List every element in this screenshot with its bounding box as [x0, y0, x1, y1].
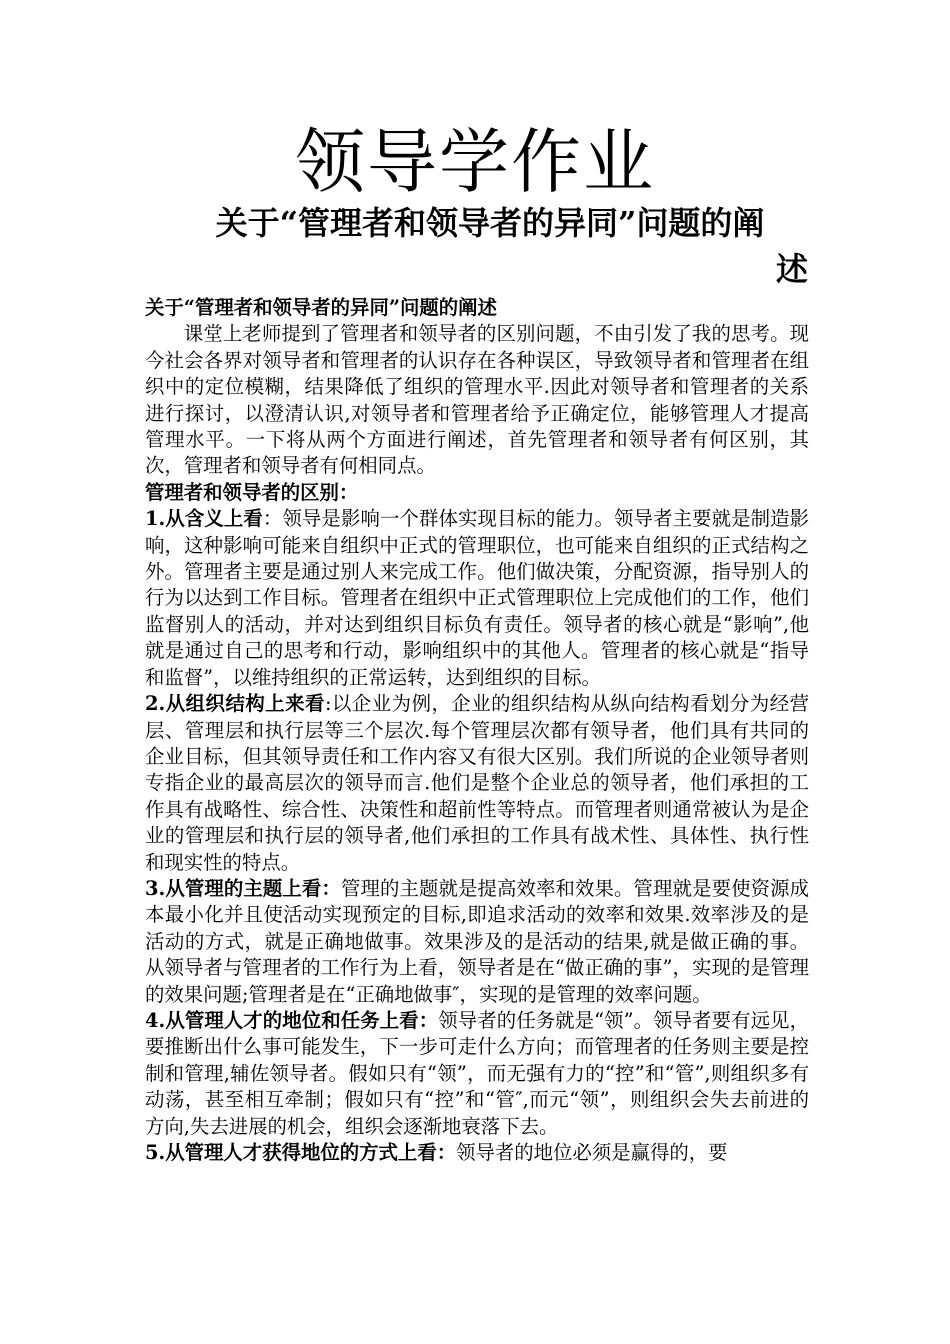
- subtitle-line-1: 关于“管理者和领导者的异同”问题的阐: [215, 204, 765, 242]
- point-separator: ：: [321, 876, 341, 900]
- point-paragraph: [145, 1140, 809, 1166]
- point-label: 3.从管理的主题上看: [145, 876, 322, 900]
- point-separator: :: [324, 692, 332, 716]
- point-label: 1.从含义上看: [145, 507, 263, 531]
- point-text: 领导者的任务就是“领”。领导者要有远见，要推断出什么事可能发生，下一步可走什么方向；而管理者的任务则主要是控制和管理,辅佐领导者。假如只有“领”，而无强有力的“控”和“管”,则组织多有动荡，甚至相互牵制；假如只有“控”和“管″,而元“领”，则组织会失去前进的方向,失去进展的机会，组织会逐渐地衰落下去。: [145, 1008, 810, 1138]
- point-paragraph: [145, 1008, 809, 1140]
- point-label: 2.从组织结构上来看: [145, 692, 325, 716]
- subtitle-line-2: 述: [775, 250, 808, 288]
- intro-paragraph: 课堂上老师提到了管理者和领导者的区别问题，不由引发了我的思考。现今社会各界对领导者和管理者的认识存在各种误区，导致领导者和管理者在组织中的定位模糊，结果降低了组织的管理水平.因此对领导者和管理者的关系进行探讨，以澄清认识,对领导者和管理者给予正确定位，能够管理人才提高管理水平。一下将从两个方面进行阐述，首先管理者和领导者有何区别，其次，管理者和领导者有何相同点。: [145, 322, 809, 478]
- document-title: 领导学作业: [295, 121, 655, 203]
- document-subtitle: [172, 200, 808, 292]
- point-separator: ：: [262, 507, 283, 531]
- point-separator: ：: [418, 1008, 439, 1032]
- document-body: [145, 295, 809, 1166]
- point-paragraph: [145, 876, 809, 1008]
- body-heading: 关于“管理者和领导者的异同”问题的阐述: [145, 296, 497, 319]
- point-label: 5.从管理人才获得地位的方式上看: [145, 1141, 437, 1164]
- point-text: 领导是影响一个群体实现目标的能力。领导者主要就是制造影响，这种影响可能来自组织中正式的管理职位，也可能来自组织的正式结构之外。管理者主要是通过别人来完成工作。他们做决策，分配资源，指导别人的行为以达到工作目标。管理者在组织中正式管理职位上完成他们的工作，他们监督别人的活动，并对达到组织目标负有责任。领导者的核心就是“影响”,他就是通过自己的思考和行动，影响组织中的其他人。管理者的核心就是“指导和监督”，以维持组织的正常运转，达到组织的目标。: [145, 507, 810, 689]
- point-label: 4.从管理人才的地位和任务上看: [145, 1008, 419, 1032]
- point-text: 领导者的地位必须是赢得的，要: [456, 1141, 728, 1164]
- point-paragraph: [145, 506, 809, 691]
- point-text: 以企业为例，企业的组织结构从纵向结构看划分为经营层、管理层和执行层等三个层次.每个管理层次都有领导者，他们具有共同的企业目标，但其领导责任和工作内容又有很大区别。我们所说的企业领导者则专指企业的最高层次的领导而言.他们是整个企业总的领导者，他们承担的工作具有战略性、综合性、决策性和超前性等特点。而管理者则通常被认为是企业的管理层和执行层的领导者,他们承担的工作具有战术性、具体性、执行性和现实性的特点。: [145, 692, 810, 874]
- point-separator: ：: [436, 1141, 457, 1164]
- section-heading: 管理者和领导者的区别：: [145, 480, 359, 504]
- point-text: 管理的主题就是提高效率和效果。管理就是要使资源成本最小化并且使活动实现预定的目标,即追求活动的效率和效果.效率涉及的是活动的方式，就是正确地做事。效果涉及的是活动的结果,就是做正确的事。从领导者与管理者的工作行为上看，领导者是在“做正确的事”，实现的是管理的效果问题;管理者是在“正确地做事″，实现的是管理的效率问题。: [145, 876, 810, 1006]
- point-paragraph: [145, 691, 809, 876]
